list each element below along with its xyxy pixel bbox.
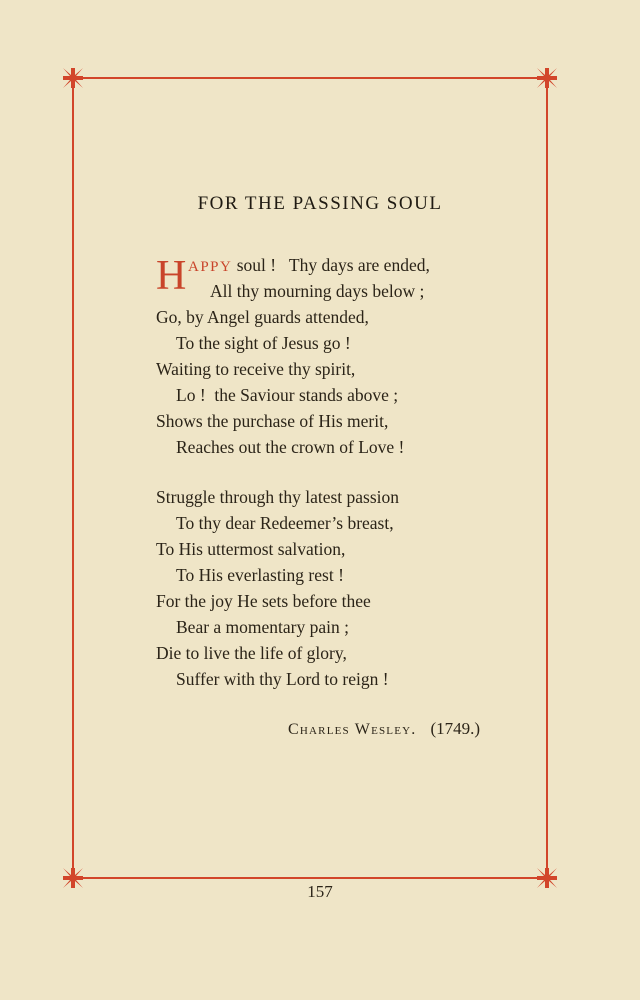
poem-line: Waiting to receive thy spirit, [156, 359, 356, 379]
author-attribution [288, 719, 480, 739]
poem-line: Shows the purchase of His merit, [156, 411, 389, 431]
poem-line: To the sight of Jesus go ! [176, 333, 351, 353]
poem-title: FOR THE PASSING SOUL [197, 193, 443, 214]
stanza-1 [156, 252, 536, 460]
poem-line: For the joy He sets before thee [156, 591, 371, 611]
page-number: 157 [307, 882, 333, 901]
frame-bottom-rule [73, 877, 547, 879]
drop-cap-letter: H [156, 253, 187, 299]
corner-cross-ornament-top-right [535, 66, 559, 90]
corner-cross-ornament-top-left [61, 66, 85, 90]
stanza-2 [156, 484, 536, 692]
publication-year: (1749.) [430, 719, 481, 738]
poem-line: Die to live the life of glory, [156, 643, 347, 663]
poem-line: Suffer with thy Lord to reign ! [176, 669, 389, 689]
poem-line: To thy dear Redeemer’s breast, [176, 513, 394, 533]
first-line-text: soul ! Thy days are ended, [232, 255, 430, 275]
poem-line [156, 252, 536, 278]
poem-line: All thy mourning days below ; [210, 281, 425, 301]
poem-line: Reaches out the crown of Love ! [176, 437, 405, 457]
first-word-small-caps: APPY [188, 259, 233, 275]
author-name: Charles Wesley. [288, 721, 417, 738]
poem-line: Go, by Angel guards attended, [156, 307, 369, 327]
poem-line: Struggle through thy latest passion [156, 487, 400, 507]
frame-top-rule [73, 77, 547, 79]
poem-line: To His uttermost salvation, [156, 539, 346, 559]
poem-line: To His everlasting rest ! [176, 565, 344, 585]
poem-line: Lo ! the Saviour stands above ; [176, 385, 399, 405]
poem-line: Bear a momentary pain ; [176, 617, 349, 637]
